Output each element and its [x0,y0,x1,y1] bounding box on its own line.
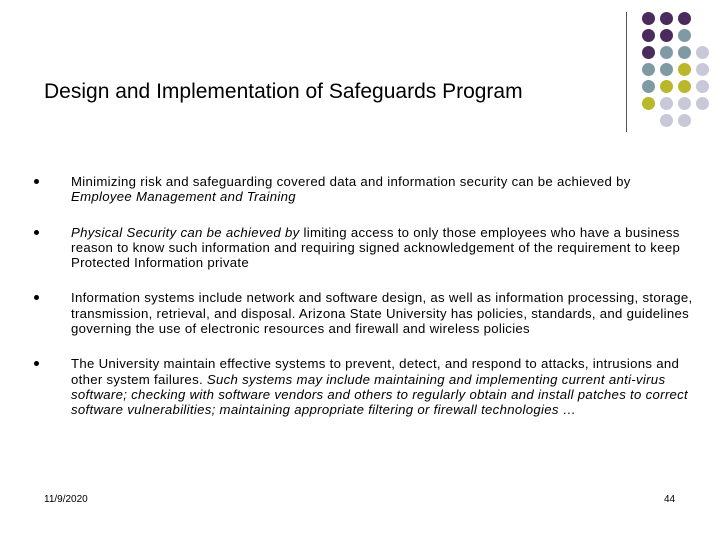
dot [660,29,673,42]
bullet-list [34,174,694,438]
dot [678,46,691,59]
dot [678,29,691,42]
dot [678,12,691,25]
dot [660,97,673,110]
dot [642,63,655,76]
bullet-text: The University maintain effective systems to prevent, detect, and respond to attacks, intrusions and other system failures. Such systems may include maintaining and implementing current anti-virus software; checking with software vendors and others to regularly obtain and install patches to correct software vulnerabilities; maintaining appropriate filtering or firewall technologies … [71,356,689,418]
dot [678,114,691,127]
title-divider-line [626,12,627,132]
dot [642,80,655,93]
footer-date: 11/9/2020 [44,494,88,505]
dot [660,46,673,59]
bullet-marker [34,295,39,300]
bullet-item [34,290,694,336]
bullet-emphasis: Such systems may include maintaining and implementing current anti-virus software; checking with software vendors and others to regularly obtain and install patches to correct software vulnerabilities; maintaining appropriate filtering or firewall technologies … [71,371,689,418]
dot [642,97,655,110]
page-number: 44 [664,494,676,505]
bullet-item [34,225,694,271]
dot [696,97,709,110]
bullet-item [34,356,694,417]
bullet-text: Physical Security can be achieved by limiting access to only those employees who have a business reason to know such information and requiring signed acknowledgement of the requirement to keep Protected Information private [71,224,681,271]
dot [678,80,691,93]
dot [660,12,673,25]
bullet-item [34,174,694,205]
dot [642,12,655,25]
dot [696,80,709,93]
bullet-marker [34,361,39,366]
bullet-marker [34,179,39,184]
dot [642,29,655,42]
bullet-text: Minimizing risk and safeguarding covered data and information security can be achieved by Employee Management and Training [71,174,631,205]
bullet-marker [34,230,39,235]
bullet-emphasis: Employee Management and Training [71,189,296,205]
dot [660,114,673,127]
dot [642,46,655,59]
dot [696,63,709,76]
bullet-text: Information systems include network and software design, as well as information processing, storage, transmission, retrieval, and disposal. Arizona State University has policies, standards, and guidelines governing the use of electronic resources and firewall and wireless policies [71,290,693,337]
bullet-emphasis: Physical Security can be achieved by [71,224,300,240]
dot [660,80,673,93]
decorative-dot-grid [0,0,720,150]
dot [678,63,691,76]
dot [660,63,673,76]
dot [696,46,709,59]
slide-title: Design and Implementation of Safeguards Program [44,80,523,103]
dot [678,97,691,110]
